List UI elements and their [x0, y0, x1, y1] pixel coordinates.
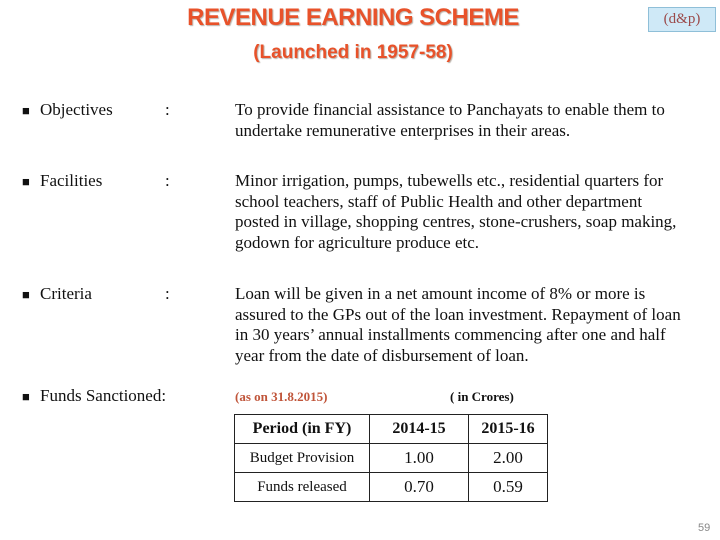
facilities-text: Minor irrigation, pumps, tubewells etc., residential quarters for school teachers, staff of Public Health and other department posted in village, shopping centres, stone-crushers, soap making, godown for agriculture produce etc. — [235, 171, 677, 252]
colon: : — [165, 171, 170, 190]
table-header-row — [235, 415, 548, 444]
label-objectives: Objectives — [40, 100, 113, 119]
table-row — [235, 444, 548, 473]
label-criteria: Criteria — [40, 284, 92, 303]
colon: : — [165, 100, 170, 119]
bullet-icon: ■ — [22, 287, 30, 302]
slide-title: REVENUE EARNING SCHEME — [187, 4, 519, 31]
table-cell: 0.59 — [469, 473, 548, 502]
as-on-date: (as on 31.8.2015) — [235, 389, 328, 404]
header-cell: Period (in FY) — [235, 415, 370, 444]
label-funds-sanctioned: Funds Sanctioned: — [40, 386, 167, 405]
colon: : — [165, 284, 170, 303]
bullet-icon: ■ — [22, 103, 30, 118]
table-cell: Budget Provision — [235, 444, 370, 473]
header-cell: 2014-15 — [370, 415, 469, 444]
bullet-icon: ■ — [22, 174, 30, 189]
department-tag: (d&p) — [648, 7, 716, 32]
unit-note: ( in Crores) — [450, 389, 514, 404]
objectives-text: To provide financial assistance to Panchayats to enable them to undertake remunerative enterprises in their areas. — [235, 100, 665, 140]
label-facilities: Facilities — [40, 171, 103, 190]
slide-subtitle: (Launched in 1957-58) — [253, 42, 453, 63]
table-cell: 0.70 — [370, 473, 469, 502]
funds-table — [234, 414, 548, 502]
table-cell: Funds released — [235, 473, 370, 502]
table-cell: 2.00 — [469, 444, 548, 473]
criteria-text: Loan will be given in a net amount income of 8% or more is assured to the GPs out of the loan investment. Repayment of loan in 30 years’ annual installments commencing after one and half year from the date of disbursement of loan. — [235, 284, 681, 365]
header-cell: 2015-16 — [469, 415, 548, 444]
table-row — [235, 473, 548, 502]
table-cell: 1.00 — [370, 444, 469, 473]
page-number: 59 — [698, 522, 711, 534]
bullet-icon: ■ — [22, 389, 30, 404]
